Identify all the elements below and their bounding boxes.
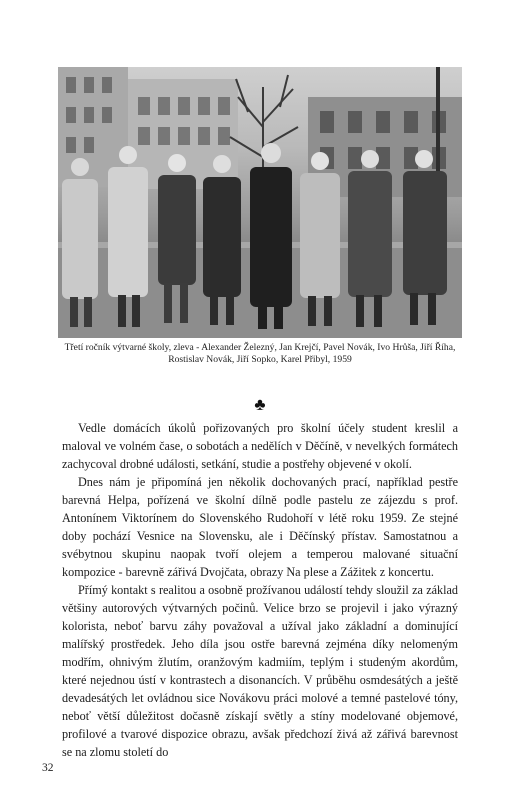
group-photo-icon <box>58 67 462 338</box>
paragraph: Přímý kontakt s realitou a osobně prožívanou událostí tehdy sloužil za základ většiny autorových výtvarných počinů. Velice brzo se projevil i jako výrazný kolorista, neboť barvu záhy považoval a užíval jako základní a dominující malířský prostředek. Jeho díla jsou ostře barevná zejména díky nelomeným modřím, ohnivým žlutím, oranžovým kadmiím, teplým i studeným akordům, které nejednou ústí v kontrastech a disonancích. V průběhu osmdesátých a ještě devadesátých let ovládnou sice Novákovu práci molové a temné pastelové tóny, neboť větší důležitost dočasně získají světly a stíny modelované objemové, profilové a tvarové dispozice obrazu, avšak předchozí živá až zářivá barevnost se na zlomu století do <box>62 583 458 759</box>
paragraph: Vedle domácích úkolů pořizovaných pro školní účely student kreslil a maloval ve volném čase, o sobotách a nedělích v Děčíně, v nevelkých formátech zachycoval drobné události, setkání, studie a postřehy objevené v okolí. <box>62 421 458 471</box>
article-body <box>62 419 458 761</box>
page-number: 32 <box>42 762 54 774</box>
photo-caption: Třetí ročník výtvarné školy, zleva - Alexander Železný, Jan Krejčí, Pavel Novák, Ivo Hrůša, Jiří Říha, Rostislav Novák, Jiří Sopko, Karel Přibyl, 1959 <box>64 342 456 365</box>
club-ornament: ♣ <box>254 395 266 414</box>
paragraph: Dnes nám je připomíná jen několik dochovaných prací, například pestře barevná Helpa, pořízená ve školní dílně podle pastelu ze zájezdu s prof. Antonínem Viktorínem do Slovenského Rudohoří v létě roku 1959. Ze stejné doby pochází Vesnice na Slovensku, ale i Děčínský přístav. Samostatnou a svébytnou skupinu naopak tvoří olejem a temperou malované situační kompozice - barevně zářivá Dvojčata, obrazy Na plese a Zážitek z koncertu. <box>62 475 458 579</box>
group-photo <box>58 67 462 338</box>
